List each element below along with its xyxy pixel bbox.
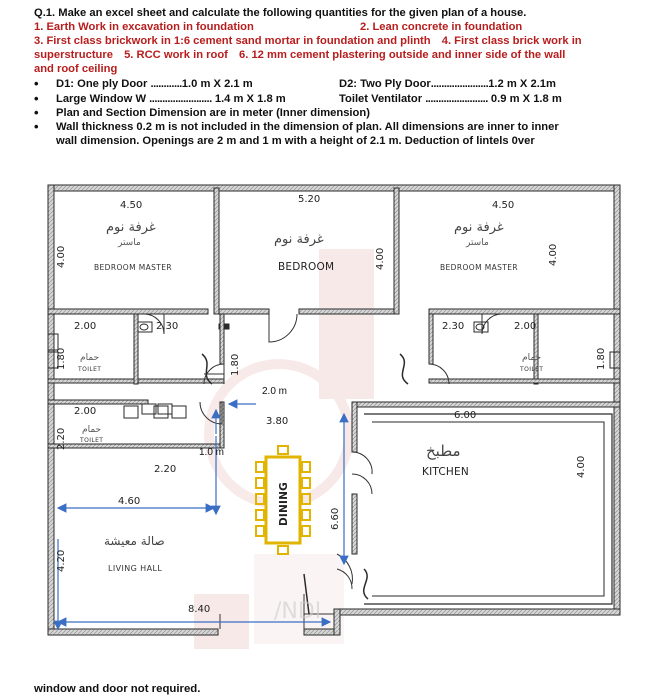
dim-corridor-h: 1.80	[230, 353, 241, 376]
note-2	[34, 120, 634, 134]
items-line-3	[34, 48, 634, 62]
room-living-ar: صالة معيشة	[104, 534, 165, 548]
dim-dining-h: 6.60	[330, 507, 341, 530]
dim-toilet1-h: 1.80	[56, 347, 67, 370]
ventilator-group	[339, 92, 562, 106]
room-toilet1-en: TOILET	[78, 366, 102, 373]
kitchen-counter	[364, 414, 612, 604]
dim-kitchen-h: 4.00	[576, 455, 587, 478]
room-toilet3-ar: حمام	[522, 353, 542, 363]
dim-toilet3-h: 1.80	[596, 347, 607, 370]
footer-note: window and door not required.	[34, 683, 201, 695]
item-plaster-cont: and roof ceiling	[34, 63, 118, 76]
opening-row-1	[34, 77, 634, 91]
ventilator-label: Toilet Ventilator	[339, 92, 423, 105]
ventilator-dots: ........................	[425, 92, 488, 105]
item-plaster: 6. 12 mm cement plastering outside and inner side of the wall	[239, 49, 566, 62]
svg-text:/NDI: /NDI	[274, 599, 322, 624]
dim-toilet1-w: 2.00	[74, 321, 97, 332]
dim-bed3-h: 4.00	[548, 243, 559, 266]
dim-toilet2-w: 2.00	[74, 406, 97, 417]
note-2-line-2: wall dimension. Openings are 2 m and 1 m with a height of 2.1 m. Deduction of lintels 0ver	[56, 134, 535, 147]
items-line-2	[34, 34, 634, 48]
d1-label: D1: One ply Door	[56, 78, 148, 91]
items-line-1	[34, 20, 634, 34]
room-bed1-ar-sub: ماستر	[118, 238, 141, 248]
dim-total-w: 8.40	[188, 604, 211, 615]
dim-bed1-h: 4.00	[56, 245, 67, 268]
item-earthwork: 1. Earth Work in excavation in foundation	[34, 21, 254, 34]
room-bed3-en: BEDROOM MASTER	[440, 263, 519, 272]
opening-row-2	[34, 92, 634, 106]
annotation-opening-1m: 1.0 m	[199, 447, 225, 458]
d1-value: 1.0 m X 2.1 m	[181, 78, 253, 91]
window-dots: ........................	[149, 92, 212, 105]
item-brickwork-super-cont: superstructure	[34, 49, 113, 62]
window-value: 1.4 m X 1.8 m	[214, 92, 286, 105]
note-2-line-1: Wall thickness 0.2 m is not included in the dimension of plan. All dimensions are inner to inner	[56, 120, 559, 133]
question-text	[34, 6, 634, 148]
d2-label: D2: Two Ply Door	[339, 78, 431, 91]
ventilator-value: 0.9 m X 1.8 m	[490, 92, 562, 105]
room-toilet2-ar: حمام	[82, 425, 102, 435]
dim-kitchen-w: 6.00	[454, 410, 477, 421]
dim-dining-w: 3.80	[266, 416, 289, 427]
item-rcc: 5. RCC work in roof	[124, 49, 228, 62]
dim-toilet3-gap: 2.30	[442, 321, 465, 332]
room-bed1-en: BEDROOM MASTER	[94, 263, 173, 272]
dim-toilet3-w: 2.00	[514, 321, 537, 332]
annotation-opening-2m: 2.0 m	[262, 386, 288, 397]
dim-living-w: 4.60	[118, 496, 141, 507]
openings-list	[34, 77, 634, 147]
dim-toilet2-b: 2.20	[154, 464, 177, 475]
item-brickwork-foundation: 3. First class brickwork in 1:6 cement sand mortar in foundation and plinth	[34, 35, 431, 48]
item-brickwork-super: 4. First class brick work in	[441, 35, 582, 48]
dim-bed1-w: 4.50	[120, 200, 143, 211]
d2-dots: ......................	[430, 78, 489, 91]
question-title: Q.1. Make an excel sheet and calculate the following quantities for the given plan of a house.	[34, 7, 527, 19]
room-toilet2-en: TOILET	[80, 437, 104, 444]
dim-bed2-w: 5.20	[298, 194, 321, 205]
d2-value: 1.2 m X 2.1m	[488, 78, 556, 91]
note-1: • Plan and Section Dimension are in meter (Inner dimension)	[34, 106, 634, 120]
room-living-en: LIVING HALL	[108, 564, 163, 573]
room-kitchen-ar: مطبخ	[426, 442, 461, 460]
room-toilet1-ar: حمام	[80, 353, 100, 363]
d1-dots: ............	[150, 78, 182, 91]
dim-bed3-w: 4.50	[492, 200, 515, 211]
dim-bed2-h: 4.00	[375, 247, 386, 270]
dim-toilet1-gap: 2.30	[156, 321, 179, 332]
room-bed3-ar-sub: ماستر	[466, 238, 489, 248]
room-toilet3-en: TOILET	[520, 366, 544, 373]
room-kitchen-en: KITCHEN	[422, 466, 469, 478]
room-bed2-en: BEDROOM	[278, 261, 335, 273]
item-lean-concrete: 2. Lean concrete in foundation	[360, 21, 523, 34]
dim-living-h: 4.20	[56, 549, 67, 572]
room-dining-en: DINING	[278, 482, 290, 526]
window-label: Large Window W	[56, 92, 147, 105]
d2-group	[339, 77, 556, 91]
room-bed3-ar: غرفة نوم	[454, 220, 504, 235]
dim-toilet2-h: 2.20	[56, 427, 67, 450]
floor-plan	[34, 174, 634, 654]
room-bed1-ar: غرفة نوم	[106, 220, 156, 235]
room-bed2-ar: غرفة نوم	[274, 232, 324, 247]
